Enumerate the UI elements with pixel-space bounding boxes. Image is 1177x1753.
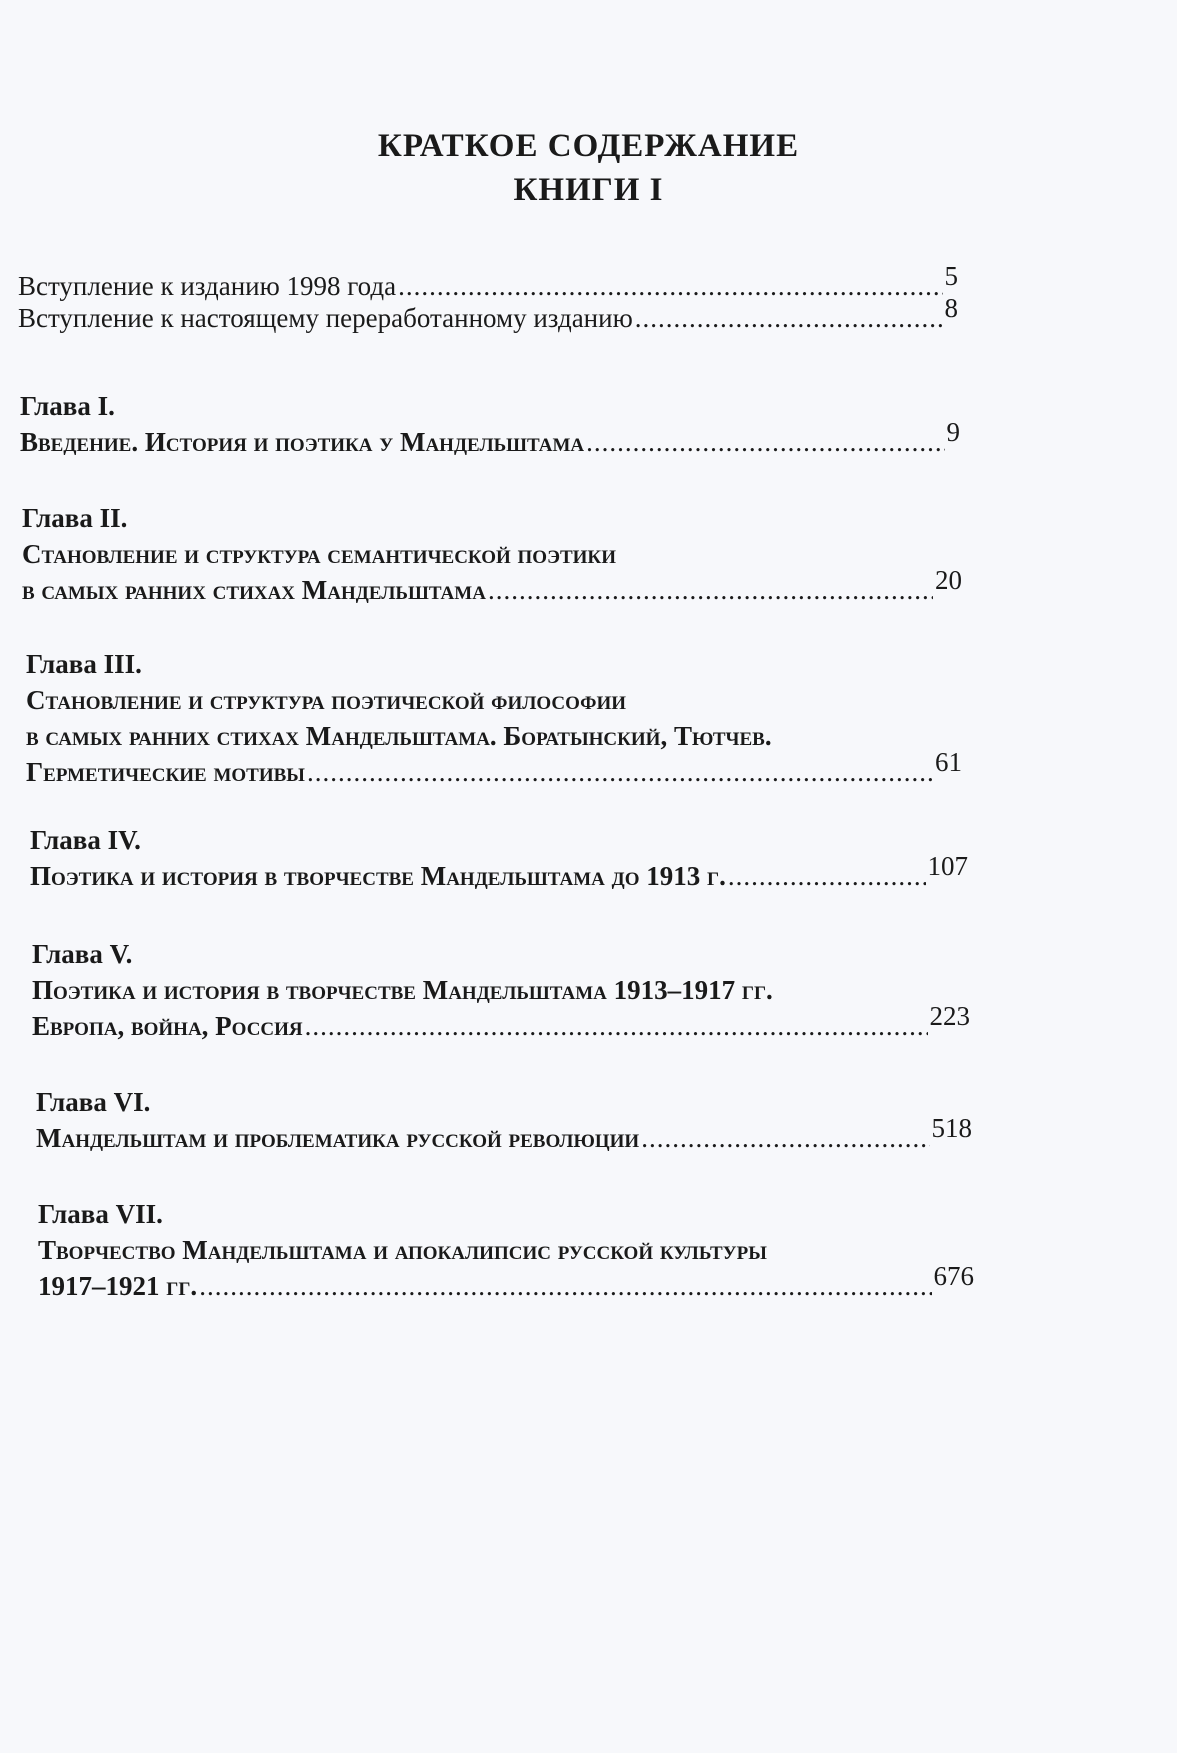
- chapter-title-line: в самых ранних стихах Мандельштама. Боратынский, Тютчев.: [26, 721, 772, 751]
- leader-dots: [305, 1008, 928, 1044]
- page-number: 676: [933, 1261, 974, 1291]
- intro-entry-text: Вступление к изданию 1998 года: [18, 271, 397, 301]
- chapter-title-line: Становление и структура семантической поэтики: [22, 539, 616, 569]
- chapter-5: [32, 936, 970, 1044]
- chapter-7: [38, 1196, 974, 1304]
- page-number: 5: [944, 261, 958, 291]
- chapter-label: Глава III.: [26, 649, 142, 679]
- leader-dots: [641, 1120, 929, 1156]
- page-number: 61: [935, 747, 962, 777]
- intro-entry-text: Вступление к настоящему переработанному изданию: [18, 303, 633, 333]
- chapter-title-line: Творчество Мандельштама и апокалипсис русской культуры: [38, 1235, 767, 1265]
- chapter-label: Глава IV.: [30, 825, 141, 855]
- leader-dots: [398, 268, 942, 304]
- chapter-title-line: Поэтика и история в творчестве Мандельштама до 1913 г.: [30, 861, 726, 891]
- leader-dots: [635, 300, 943, 336]
- leader-dots: [728, 858, 926, 894]
- toc-subtitle: КНИГИ I: [513, 172, 664, 208]
- page-number: 8: [944, 293, 958, 323]
- page-number: 107: [927, 851, 968, 881]
- chapter-title-line: в самых ранних стихах Мандельштама: [22, 575, 486, 605]
- intro-entry-revised: [18, 293, 958, 336]
- leader-dots: [488, 572, 933, 608]
- chapter-title-line: Мандельштам и проблематика русской революции: [36, 1123, 640, 1153]
- chapter-title-line: Европа, война, Россия: [32, 1011, 303, 1041]
- page-number: 223: [929, 1001, 970, 1031]
- chapter-6: [36, 1084, 972, 1156]
- page-number: 518: [931, 1113, 972, 1143]
- chapter-title-line: Становление и структура поэтической философии: [26, 685, 627, 715]
- page-number: 9: [946, 417, 960, 447]
- chapter-2: [22, 500, 962, 608]
- chapter-label: Глава VII.: [38, 1199, 163, 1229]
- page-number: 20: [935, 565, 962, 595]
- chapter-title-line: Введение. История и поэтика у Мандельштама: [20, 427, 585, 457]
- chapter-label: Глава VI.: [36, 1087, 151, 1117]
- leader-dots: [586, 424, 944, 460]
- leader-dots: [307, 754, 933, 790]
- chapter-label: Глава II.: [22, 503, 128, 533]
- chapter-title-line: Поэтика и история в творчестве Мандельштама 1913–1917 гг.: [32, 975, 773, 1005]
- chapter-1: [20, 388, 960, 460]
- chapter-title-line: 1917–1921 гг.: [38, 1271, 198, 1301]
- chapter-4: [30, 822, 968, 894]
- intro-entry-1998: [18, 261, 958, 304]
- chapter-3: [26, 646, 962, 790]
- leader-dots: [199, 1268, 931, 1304]
- chapter-label: Глава I.: [20, 391, 115, 421]
- chapter-label: Глава V.: [32, 939, 133, 969]
- chapter-title-line: Герметические мотивы: [26, 757, 305, 787]
- toc-title: КРАТКОЕ СОДЕРЖАНИЕ: [377, 128, 800, 164]
